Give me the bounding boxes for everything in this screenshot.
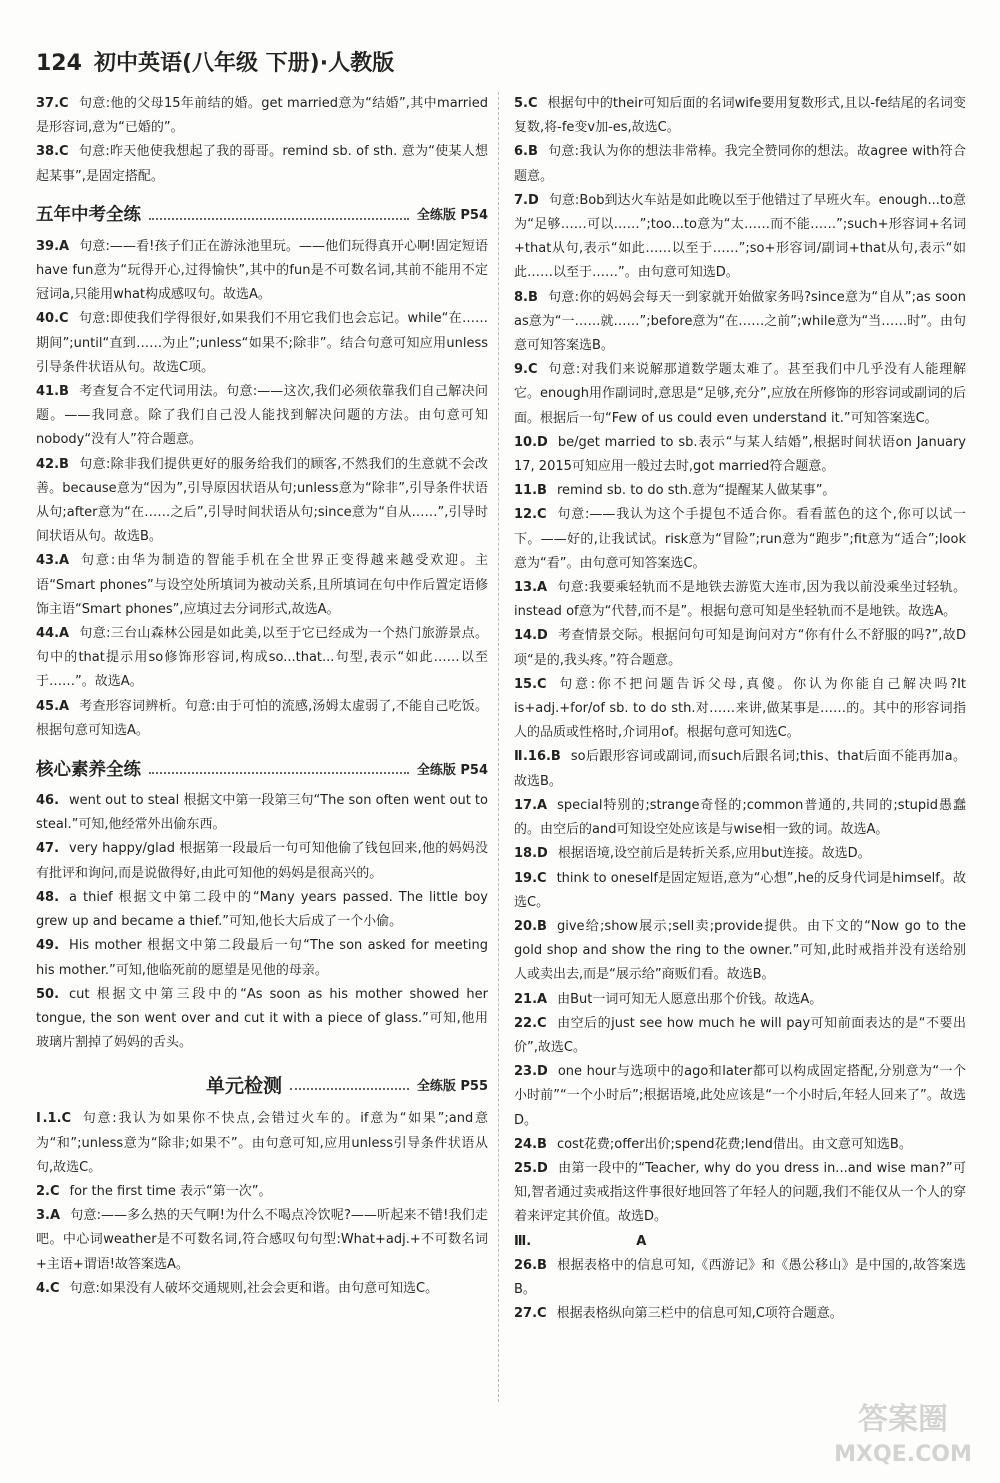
answer-entry [514, 286, 966, 359]
section-header [36, 1069, 488, 1099]
part-label: Ⅲ. [514, 1233, 532, 1249]
left-entries-d [36, 1107, 488, 1301]
dotted-leader [290, 1078, 409, 1090]
part-three-heading [514, 1230, 966, 1254]
answer-explanation: 考查形容词辨析。句意:由于可怕的流感,汤姆太虚弱了,不能自己吃饭。根据句意可知选A。 [36, 698, 488, 738]
answer-explanation: 句意:昨天他使我想起了我的哥哥。remind sb. of sth. 意为“使某人想起某事”,是固定搭配。 [36, 144, 488, 184]
answer-entry [514, 915, 966, 988]
column-divider [498, 92, 499, 1402]
answer-entry [514, 988, 966, 1012]
page-header [36, 46, 964, 86]
answer-number: 3.A [36, 1208, 61, 1224]
answer-number: 21.A [514, 991, 548, 1007]
answer-explanation: 由But一词可知无人愿意出那个价钱。故选A。 [557, 991, 823, 1007]
answer-explanation: 根据语境,设空前后是转折关系,应用but连接。故选D。 [557, 846, 871, 862]
answer-explanation: 由空后的just see how much he will pay可知前面表达的是“不要出价”,故选C。 [514, 1015, 966, 1055]
left-entries-b [36, 235, 488, 743]
answer-number: 4.C [36, 1280, 60, 1296]
answer-explanation: special特别的;strange奇怪的;common普通的,共同的;stupid愚蠢的。由空后的and可知设空处应该是与wise相一致的词。故选A。 [514, 797, 966, 838]
answer-explanation: 句意:——多么热的天气啊!为什么不喝点冷饮呢?——听起来不错!我们走吧。中心词weather是不可数名词,符合感叹句句型:What+adj.+不可数名词+主语+谓语!故答案选A。 [36, 1208, 488, 1272]
answer-number: 44.A [36, 626, 70, 642]
answer-entry [514, 794, 966, 842]
answer-entry [514, 745, 966, 793]
answer-number: 24.B [514, 1136, 547, 1152]
answer-explanation: 考查情景交际。根据问句可知是询问对方“你有什么不舒服的吗?”,故D项“是的,我头疼。”符合题意。 [514, 628, 966, 668]
page-number: 124 [36, 51, 82, 76]
answer-number: 27.C [514, 1306, 547, 1322]
answer-explanation: 句意:如果没有人破坏交通规则,社会会更和谐。由句意可知选C。 [69, 1280, 439, 1296]
answer-entry [36, 837, 488, 885]
answer-number: 38.C [36, 144, 69, 160]
answer-explanation: 由第一段中的“Teacher, why do you dress in...and wise man?”可知,智者通过卖戒指这件事很好地回答了年轻人的问题,我们不能仅从一个人的穿着来评定其价值。故选D。 [514, 1160, 966, 1225]
answer-explanation: 句意:——看!孩子们正在游泳池里玩。——他们玩得真开心啊!固定短语have fun意为“玩得开心,过得愉快”,其中的fun是不可数名词,其前不能用不定冠词a,只能用what构成感叹句。故选A。 [36, 238, 488, 303]
answer-entry [514, 576, 966, 624]
right-entries-b [514, 1254, 966, 1327]
answer-explanation: 根据表格中的信息可知,《西游记》和《愚公移山》是中国的,故答案选B。 [514, 1257, 966, 1297]
left-entries-c [36, 789, 488, 1055]
answer-explanation: cut 根据文中第三段中的“As soon as his mother showed her tongue, the son went over and cut it with a piece of glass.”可知,他用玻璃片割掉了妈妈的舌头。 [36, 986, 488, 1051]
answer-explanation: 句意:我要乘轻轨而不是地铁去游览大连市,因为我以前没乘坐过轻轨。instead of意为“代替,而不是”。根据句意可知是坐轻轨而不是地铁。故选A。 [514, 580, 966, 620]
answer-entry [514, 503, 966, 576]
answer-entry [514, 1012, 966, 1060]
answer-number: 7.D [514, 192, 539, 208]
answer-number: Ⅱ.16.B [514, 749, 561, 765]
answer-number: 37.C [36, 96, 69, 111]
answer-explanation: 根据表格纵向第三栏中的信息可知,C项符合题意。 [556, 1306, 843, 1322]
answer-explanation: 句意:你不把问题告诉父母,真傻。你认为你能自己解决吗?It is+adj.+for/of sb. to do sth.对……来讲,做某事是……的。其中的形容词指人的品质或性格时,介词用of。根据句意可知选C。 [514, 676, 966, 741]
passage-letter: A [636, 1233, 647, 1249]
answer-entry [36, 983, 488, 1056]
answer-number: 47. [36, 841, 60, 857]
answer-explanation: a thief 根据文中第二段中的“Many years passed. The little boy grew up and became a thief.”可知,他长大后成了一个小偷。 [36, 889, 488, 930]
answer-number: 5.C [514, 96, 538, 111]
page-header-title: 初中英语(八年级 下册)·人教版 [93, 51, 395, 76]
answer-entry [36, 1180, 488, 1204]
answer-entry [514, 479, 966, 503]
answer-explanation: one hour与选项中的ago和later都可以构成固定搭配,分别意为“一个小时前”“一个小时后”;根据语境,此处应该是“一个小时后,年轻人回来了”。故选D。 [514, 1064, 966, 1128]
answer-entry [36, 549, 488, 622]
answer-number: 6.B [514, 144, 538, 160]
answer-explanation: for the first time 表示“第一次”。 [69, 1183, 272, 1199]
answer-entry [514, 842, 966, 866]
answer-explanation: 句意:你的妈妈会每天一到家就开始做家务吗?since意为“自从”;as soon as意为“一……就……”;before意为“在……之前”;while意为“当……时”。由句意可知答案选B。 [514, 289, 966, 354]
answer-number: 42.B [36, 456, 69, 472]
answer-number: 12.C [514, 507, 547, 523]
section-reference: 全练版 P54 [416, 762, 488, 778]
right-column [514, 92, 966, 1326]
section-title: 五年中考全练 [36, 205, 141, 226]
answer-entry [36, 934, 488, 982]
section-header [36, 753, 488, 783]
answer-explanation: 句意:Bob到达火车站是如此晚以至于他错过了早班火车。enough...to意为“足够……可以……”;too...to意为“太……而不能……”;such+形容词+名词+that从句,表示“如此……以至于……”;so+形容词/副词+that从句,表示“如此……以至于……”。由句意可知选D。 [514, 192, 966, 281]
answer-explanation: think to oneself是固定短语,意为“心想”,he的反身代词是himself。故选C。 [514, 870, 966, 910]
answer-explanation: 句意:三台山森林公园是如此美,以至于它已经成为一个热门旅游景点。句中的that提示用so修饰形容词,构成so...that...句型,表示“如此……以至于……”。故选A。 [36, 626, 488, 690]
answer-explanation: 根据句中的their可知后面的名词wife要用复数形式,且以-fe结尾的名词变复数,将-fe变v加-es,故选C。 [514, 96, 966, 136]
answer-entry [514, 189, 966, 286]
answer-explanation: 句意:我认为如果你不快点,会错过火车的。if意为“如果”;and意为“和”;unless意为“除非;如果不”。由句意可知,应用unless引导条件状语从句,故选C。 [36, 1111, 488, 1175]
answer-number: 46. [36, 793, 60, 809]
answer-number: 2.C [36, 1183, 60, 1199]
answer-number: 48. [36, 889, 60, 905]
answer-entry [514, 673, 966, 746]
answer-entry [514, 431, 966, 479]
answer-explanation: 句意:对我们来说解那道数学题太难了。甚至我们中几乎没有人能理解它。enough用作副词时,意思是“足够,充分”,应放在所修饰的形容词或副词的后面。根据后一句“Few of us could even understand it.”可知答案选C。 [514, 362, 966, 426]
answer-number: 20.B [514, 918, 547, 934]
right-entries-a [514, 92, 966, 1230]
answer-entry [36, 380, 488, 453]
section-title: 核心素养全练 [36, 759, 141, 780]
dotted-leader [149, 762, 409, 774]
answer-explanation: 句意:他的父母15年前结的婚。get married意为“结婚”,其中married是形容词,意为“已婚的”。 [36, 96, 488, 136]
answer-entry [36, 1277, 488, 1301]
answer-number: 45.A [36, 698, 70, 714]
answer-entry [514, 1133, 966, 1157]
answer-explanation: 考查复合不定代词用法。句意:——这次,我们必须依靠我们自己解决问题。——我同意。除了我们自己没人能找到解决问题的方法。由句意可知nobody“没有人”符合题意。 [36, 384, 488, 448]
answer-explanation: His mother 根据文中第二段最后一句“The son asked for meeting his mother.”可知,他临死前的愿望是见他的母亲。 [36, 938, 488, 978]
answer-entry [36, 453, 488, 550]
answer-explanation: very happy/glad 根据第一段最后一句可知他偷了钱包回来,他的妈妈没有批评和询问,而是说做得好,由此可知他的妈妈是很高兴的。 [36, 841, 488, 881]
watermark-text: 答案圈 [858, 1402, 948, 1437]
answer-explanation: give给;show展示;sell卖;provide提供。由下文的“Now go to the gold shop and show the ring to the owner.”可知,此时戒指并没有送给别人或卖出去,而是“展示给”商贩们看。故选B。 [514, 918, 966, 983]
section-reference: 全练版 P55 [416, 1078, 488, 1094]
answer-explanation: went out to steal 根据文中第一段第三句“The son often went out to steal.”可知,他经常外出偷东西。 [36, 793, 488, 833]
answer-entry [514, 358, 966, 431]
answer-entry [514, 1060, 966, 1133]
answer-number: 23.D [514, 1064, 548, 1080]
answer-number: 17.A [514, 797, 548, 813]
answer-number: 25.D [514, 1160, 548, 1176]
answer-explanation: 句意:我认为你的想法非常棒。我完全赞同你的想法。故agree with符合题意。 [514, 144, 966, 184]
section-reference: 全练版 P54 [416, 208, 488, 224]
answer-explanation: 句意:——我认为这个手提包不适合你。看看蓝色的这个,你可以试一下。——好的,让我试试。risk意为“冒险”;run意为“跑步”;fit意为“适合”;look意为“看”。由句意可知答案选C。 [514, 507, 966, 571]
answer-entry [514, 140, 966, 188]
answer-number: 13.A [514, 580, 548, 596]
answer-number: 10.D [514, 434, 548, 450]
answer-number: Ⅰ.1.C [36, 1111, 72, 1127]
left-entries-a [36, 92, 488, 189]
watermark-url: MXQE.COM [834, 1442, 972, 1467]
answer-number: 39.A [36, 238, 70, 254]
answer-number: 9.C [514, 362, 538, 378]
answer-entry [514, 92, 966, 140]
answer-entry [514, 867, 966, 915]
watermark-logo [828, 1391, 978, 1471]
answer-explanation: be/get married to sb.表示“与某人结婚”,根据时间状语on January 17, 2015可知应用一般过去时,got married符合题意。 [514, 434, 966, 475]
answer-entry [36, 695, 488, 743]
answer-number: 26.B [514, 1257, 547, 1273]
answer-entry [514, 1157, 966, 1230]
answer-number: 50. [36, 986, 60, 1002]
left-column [36, 92, 488, 1301]
answer-entry [36, 235, 488, 308]
answer-entry [36, 789, 488, 837]
answer-entry [514, 1254, 966, 1302]
answer-number: 49. [36, 938, 60, 954]
dotted-leader [149, 208, 409, 220]
answer-explanation: cost花费;offer出价;spend花费;lend借出。由文意可知选B。 [556, 1136, 912, 1152]
answer-entry [514, 1302, 966, 1326]
answer-explanation: remind sb. to do sth.意为“提醒某人做某事”。 [556, 483, 836, 499]
answer-entry [36, 92, 488, 140]
answer-number: 19.C [514, 870, 547, 886]
answer-number: 15.C [514, 676, 547, 692]
answer-explanation: 句意:除非我们提供更好的服务给我们的顾客,不然我们的生意就不会改善。because意为“因为”,引导原因状语从句;unless意为“除非”,引导条件状语从句;after意为“在……之后”,引导时间状语从句;since意为“自从……”,引导时间状语从句。故选B。 [36, 456, 488, 545]
answer-number: 11.B [514, 483, 547, 499]
answer-entry [36, 140, 488, 188]
answer-number: 41.B [36, 384, 69, 400]
answer-number: 14.D [514, 628, 548, 644]
answer-entry [36, 1107, 488, 1180]
answer-number: 22.C [514, 1015, 547, 1031]
section-title: 单元检测 [206, 1074, 283, 1097]
answer-entry [36, 1204, 488, 1277]
answer-number: 8.B [514, 289, 538, 305]
answer-number: 43.A [36, 553, 70, 569]
answer-number: 18.D [514, 846, 548, 862]
answer-entry [36, 886, 488, 934]
section-header [36, 199, 488, 229]
answer-entry [514, 624, 966, 672]
answer-explanation: 句意:由华为制造的智能手机在全世界正变得越来越受欢迎。主语“Smart phones”与设空处所填词为被动关系,且所填词在句中作后置定语修饰主语“Smart phones”,应填过去分词形式,故选A。 [36, 553, 488, 617]
answer-number: 40.C [36, 311, 69, 327]
answer-entry [36, 307, 488, 380]
answer-explanation: 句意:即使我们学得很好,如果我们不用它我们也会忘记。while“在……期间”;until“直到……为止”;unless“如果不;除非”。结合句意可知应用unless引导条件状语从句。故选C项。 [36, 311, 488, 375]
answer-entry [36, 622, 488, 695]
answer-explanation: so后跟形容词或副词,而such后跟名词;this、that后面不能再加a。故选B。 [514, 749, 966, 789]
